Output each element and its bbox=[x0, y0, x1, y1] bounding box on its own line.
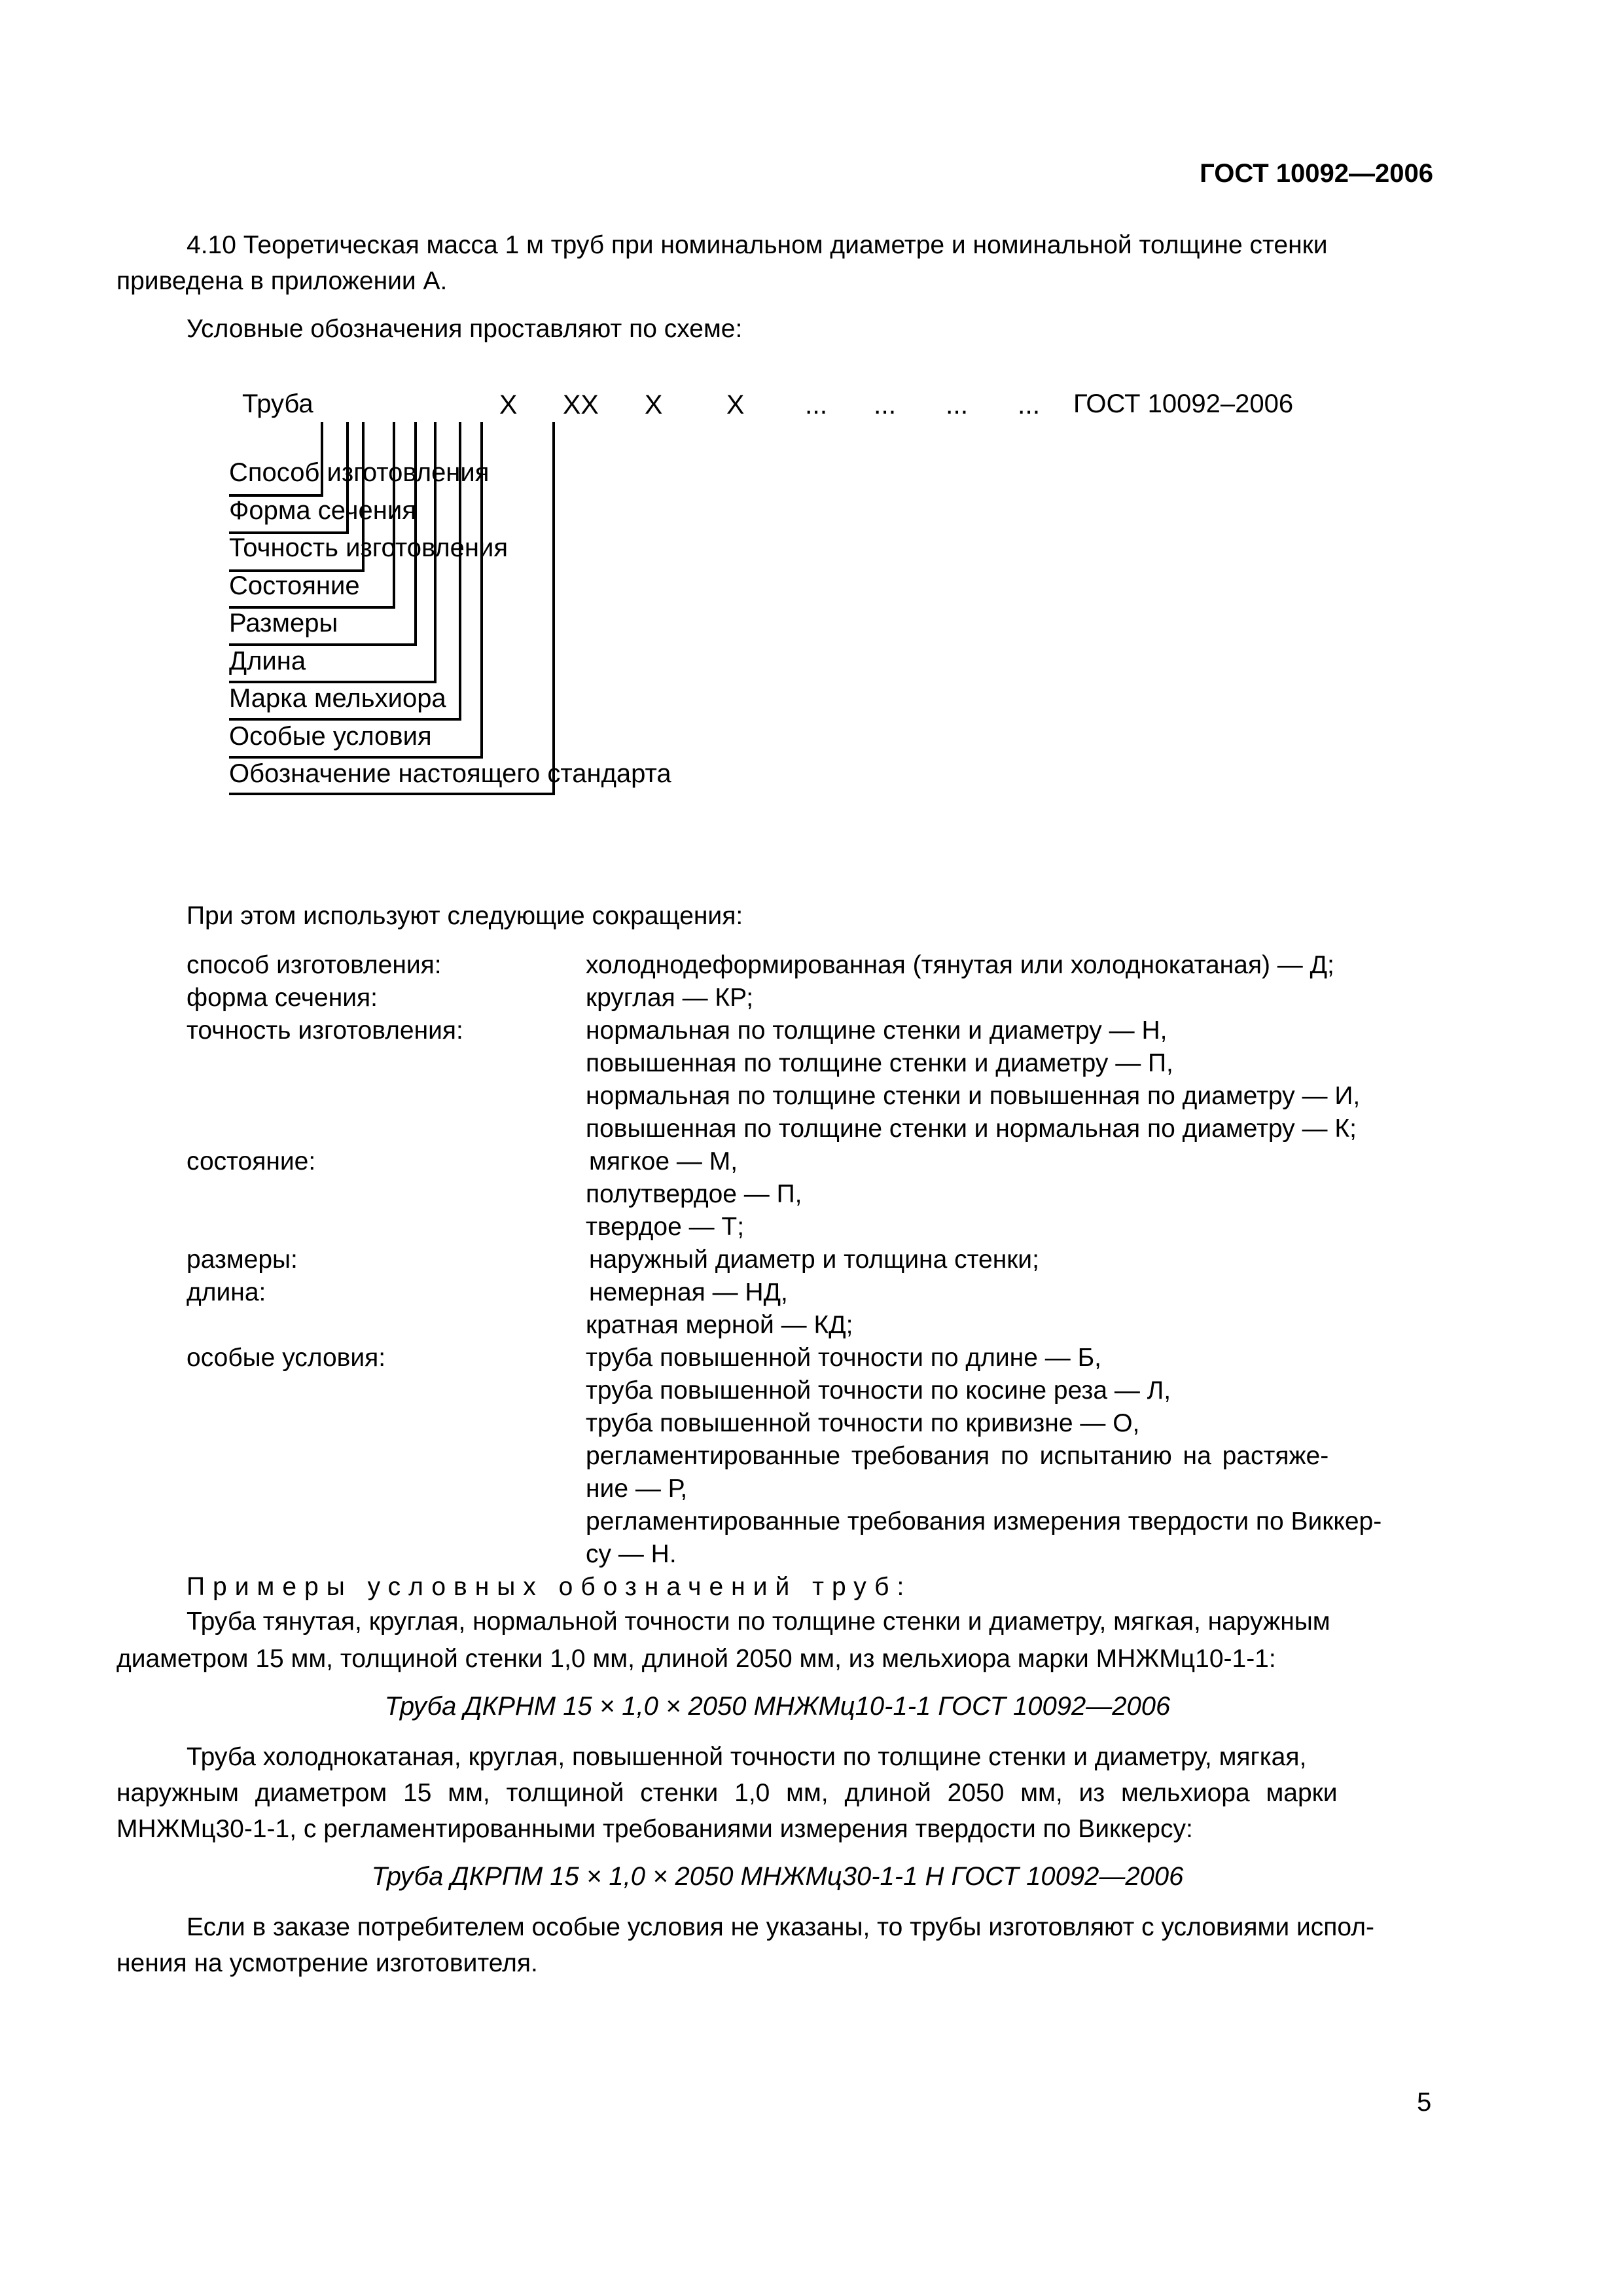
abbr-value: холоднодеформированная (тянутая или холоднокатаная) — Д; bbox=[586, 951, 1334, 979]
abbr-term-method: способ изготовления: bbox=[187, 951, 442, 979]
leader-vline-9 bbox=[552, 422, 555, 794]
abbr-value: нормальная по толщине стенки и диаметру — Н, bbox=[586, 1016, 1168, 1045]
scheme-code-4: Х bbox=[726, 389, 745, 420]
scheme-label-length: Длина bbox=[229, 647, 306, 675]
abbr-value: мягкое — М, bbox=[589, 1147, 738, 1175]
underline-alloy bbox=[229, 718, 461, 721]
document-header-id: ГОСТ 10092—2006 bbox=[1200, 159, 1433, 188]
scheme-code-5: ... bbox=[805, 389, 828, 420]
scheme-label-method: Способ изготовления bbox=[229, 458, 490, 487]
scheme-code-6: ... bbox=[874, 389, 897, 420]
abbr-term-condition: состояние: bbox=[187, 1147, 316, 1175]
scheme-code-3: Х bbox=[645, 389, 663, 420]
abbr-term-dimensions: размеры: bbox=[187, 1246, 298, 1274]
scheme-label-shape: Форма сечения bbox=[229, 496, 416, 525]
example2-text-line2: наружным диаметром 15 мм, толщиной стенки 1,0 мм, длиной 2050 мм, из мельхиора марки bbox=[116, 1779, 1338, 1807]
abbr-value: твердое — Т; bbox=[586, 1213, 745, 1241]
abbr-value: труба повышенной точности по длине — Б, bbox=[586, 1344, 1101, 1372]
closing-line1: Если в заказе потребителем особые условия не указаны, то трубы изготовляют с условиями испол- bbox=[187, 1913, 1374, 1941]
abbr-value: нормальная по толщине стенки и повышенная по диаметру — И, bbox=[586, 1082, 1361, 1110]
abbr-term-shape: форма сечения: bbox=[187, 984, 378, 1012]
scheme-code-1: Х bbox=[499, 389, 518, 420]
example2-designation: Труба ДКРПМ 15 × 1,0 × 2050 МНЖМц30-1-1 Н ГОСТ 10092—2006 bbox=[371, 1862, 1184, 1891]
abbr-value: полутвердое — П, bbox=[586, 1180, 802, 1208]
scheme-code-8: ... bbox=[1018, 389, 1041, 420]
abbr-value: регламентированные требования измерения твердости по Виккер- bbox=[586, 1507, 1382, 1535]
abbr-value: немерная — НД, bbox=[589, 1278, 788, 1306]
scheme-standard: ГОСТ 10092–2006 bbox=[1073, 389, 1294, 418]
scheme-label-special: Особые условия bbox=[229, 722, 432, 751]
abbr-value: повышенная по толщине стенки и диаметру — П, bbox=[586, 1049, 1173, 1077]
underline-special bbox=[229, 756, 483, 759]
example2-text-line1: Труба холоднокатаная, круглая, повышенной точности по толщине стенки и диаметру, мягкая, bbox=[187, 1743, 1307, 1771]
section-4-10-line1: 4.10 Теоретическая масса 1 м труб при номинальном диаметре и номинальной толщине стенки bbox=[187, 231, 1328, 259]
abbr-value: повышенная по толщине стенки и нормальная по диаметру — К; bbox=[586, 1115, 1357, 1143]
underline-dimensions bbox=[229, 643, 417, 646]
examples-heading: Примеры условных обозначений труб: bbox=[187, 1573, 912, 1601]
underline-standard bbox=[229, 793, 555, 795]
abbr-value: кратная мерной — КД; bbox=[586, 1311, 853, 1339]
scheme-intro: Условные обозначения проставляют по схеме: bbox=[187, 315, 743, 343]
scheme-label-standard: Обозначение настоящего стандарта bbox=[229, 759, 671, 788]
example1-designation: Труба ДКРНМ 15 × 1,0 × 2050 МНЖМц10-1-1 ГОСТ 10092—2006 bbox=[384, 1692, 1171, 1721]
scheme-code-7: ... bbox=[946, 389, 969, 420]
scheme-label-dimensions: Размеры bbox=[229, 609, 338, 637]
abbr-value: су — Н. bbox=[586, 1540, 677, 1568]
example2-text-line3: МНЖМц30-1-1, с регламентированными требованиями измерения твердости по Виккерсу: bbox=[116, 1815, 1193, 1843]
abbr-value: ние — Р, bbox=[586, 1475, 688, 1503]
example1-text-line1: Труба тянутая, круглая, нормальной точности по толщине стенки и диаметру, мягкая, наружным bbox=[187, 1607, 1330, 1636]
page-number: 5 bbox=[1417, 2088, 1432, 2117]
closing-line2: нения на усмотрение изготовителя. bbox=[116, 1949, 538, 1977]
abbr-value: труба повышенной точности по кривизне — О, bbox=[586, 1409, 1140, 1437]
abbr-value: круглая — КР; bbox=[586, 984, 754, 1012]
scheme-label-alloy: Марка мельхиора bbox=[229, 684, 446, 713]
abbr-term-special: особые условия: bbox=[187, 1344, 386, 1372]
underline-length bbox=[229, 681, 437, 683]
abbr-value: наружный диаметр и толщина стенки; bbox=[589, 1246, 1039, 1274]
scheme-label-precision: Точность изготовления bbox=[229, 533, 508, 562]
abbr-term-length: длина: bbox=[187, 1278, 266, 1306]
section-4-10-line2: приведена в приложении А. bbox=[116, 267, 448, 295]
abbr-value: труба повышенной точности по косине реза — Л, bbox=[586, 1376, 1171, 1405]
scheme-label-condition: Состояние bbox=[229, 571, 360, 600]
scheme-lead: Труба bbox=[242, 389, 313, 418]
abbreviations-intro: При этом используют следующие сокращения: bbox=[187, 902, 743, 930]
example1-text-line2: диаметром 15 мм, толщиной стенки 1,0 мм, длиной 2050 мм, из мельхиора марки МНЖМц10-1-1: bbox=[116, 1645, 1276, 1673]
abbr-term-precision: точность изготовления: bbox=[187, 1016, 463, 1045]
scheme-code-2: ХХ bbox=[563, 389, 599, 420]
abbr-value: регламентированные требования по испытанию на растяже- bbox=[586, 1442, 1329, 1470]
